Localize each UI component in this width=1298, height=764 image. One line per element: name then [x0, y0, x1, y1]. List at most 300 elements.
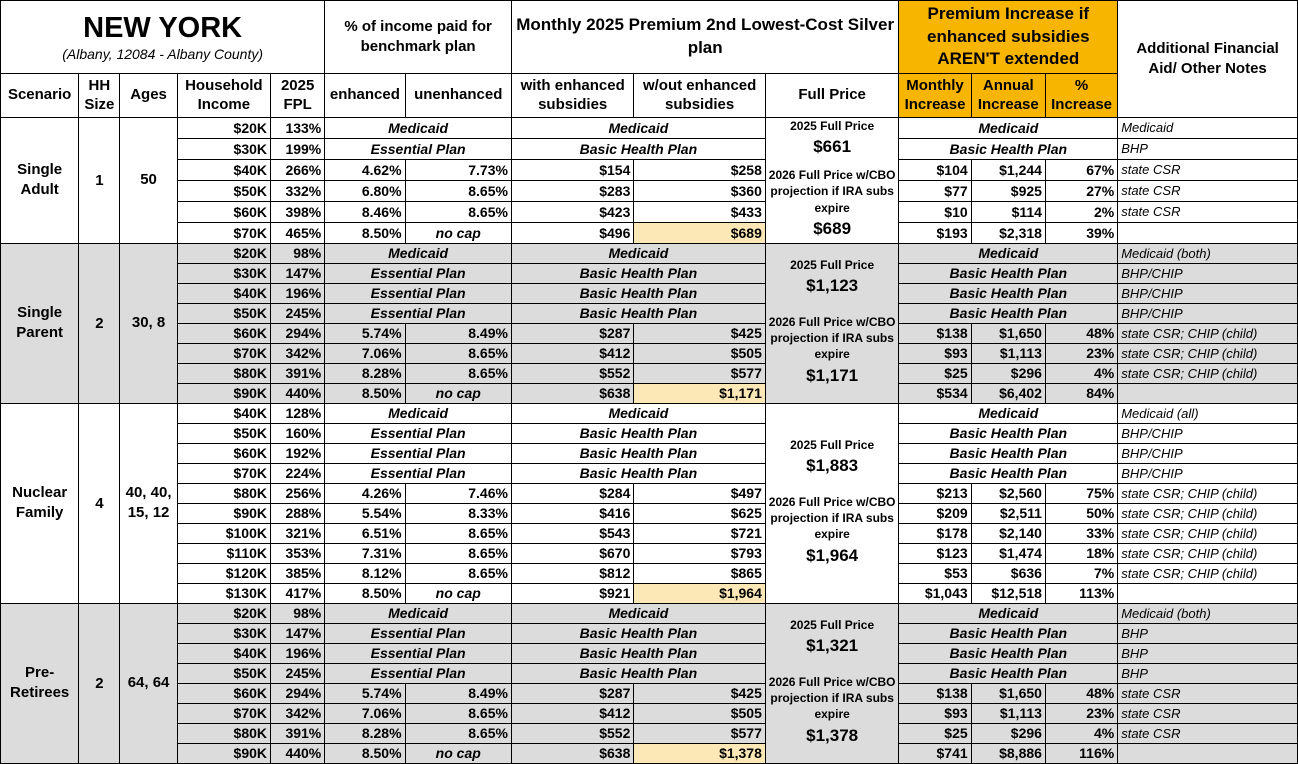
notes: state CSR [1118, 683, 1298, 703]
pct-increase: 84% [1045, 383, 1117, 403]
unenhanced-pct: 8.65% [405, 363, 511, 383]
monthly-increase: $534 [899, 383, 971, 403]
monthly-increase: $93 [899, 703, 971, 723]
household-income: $80K [177, 483, 270, 503]
fpl-percent: 224% [271, 463, 325, 483]
table-row [1, 703, 1298, 723]
table-title-cell [1, 1, 325, 74]
full-price-cell [765, 118, 899, 244]
premium-without-subsidies: $689 [634, 222, 766, 243]
program-label: Medicaid [511, 603, 765, 623]
table-row [1, 663, 1298, 683]
full-price-2026-label: 2026 Full Price w/CBO projection if IRA subs expire [768, 168, 896, 215]
full-price-2025: $661 [813, 137, 852, 157]
premium-without-subsidies: $625 [634, 503, 766, 523]
household-income: $110K [177, 543, 270, 563]
table-row [1, 363, 1298, 383]
pct-increase: 27% [1045, 180, 1117, 201]
pct-increase: 48% [1045, 683, 1117, 703]
table-row [1, 423, 1298, 443]
notes: BHP [1118, 663, 1298, 683]
program-label: Basic Health Plan [511, 443, 765, 463]
annual-increase: $2,560 [971, 483, 1045, 503]
premium-without-subsidies: $577 [634, 363, 766, 383]
notes: state CSR; CHIP (child) [1118, 363, 1298, 383]
premium-without-subsidies: $497 [634, 483, 766, 503]
table-row [1, 623, 1298, 643]
full-price-cell [765, 243, 899, 403]
premium-with-subsidies: $552 [511, 363, 633, 383]
annual-increase: $296 [971, 363, 1045, 383]
fpl-percent: 342% [271, 703, 325, 723]
monthly-increase: $53 [899, 563, 971, 583]
premium-with-subsidies: $412 [511, 343, 633, 363]
monthly-increase: $213 [899, 483, 971, 503]
enhanced-pct: 7.31% [325, 543, 405, 563]
table-row [1, 159, 1298, 180]
pct-increase: 39% [1045, 222, 1117, 243]
annual-increase: $114 [971, 201, 1045, 222]
table-row [1, 222, 1298, 243]
unenhanced-pct: no cap [405, 383, 511, 403]
full-price-2026-label: 2026 Full Price w/CBO projection if IRA subs expire [768, 314, 896, 362]
fpl-percent: 147% [271, 263, 325, 283]
table-row [1, 443, 1298, 463]
hh-size: 4 [79, 403, 120, 603]
pct-increase: 18% [1045, 543, 1117, 563]
pct-increase: 67% [1045, 159, 1117, 180]
enhanced-pct: 7.06% [325, 343, 405, 363]
household-income: $40K [177, 159, 270, 180]
notes: state CSR; CHIP (child) [1118, 503, 1298, 523]
enhanced-pct: 8.12% [325, 563, 405, 583]
enhanced-pct: 8.50% [325, 222, 405, 243]
notes: Medicaid [1118, 118, 1298, 139]
spacer [768, 480, 897, 494]
fpl-percent: 440% [271, 743, 325, 763]
col-with-subsidies: with enhanced subsidies [511, 74, 633, 118]
scenario-name: Pre-Retirees [1, 603, 79, 763]
enhanced-pct: 8.28% [325, 723, 405, 743]
increase-program-label: Basic Health Plan [899, 263, 1118, 283]
household-income: $80K [177, 723, 270, 743]
annual-increase: $1,244 [971, 159, 1045, 180]
ages: 50 [120, 118, 177, 244]
unenhanced-pct: 8.65% [405, 523, 511, 543]
unenhanced-pct: 8.33% [405, 503, 511, 523]
household-income: $100K [177, 523, 270, 543]
program-label: Basic Health Plan [511, 463, 765, 483]
program-label: Essential Plan [325, 263, 512, 283]
program-label: Medicaid [325, 118, 512, 139]
program-label: Basic Health Plan [511, 138, 765, 159]
household-income: $20K [177, 118, 270, 139]
table-row [1, 118, 1298, 139]
table-row [1, 523, 1298, 543]
full-price-2025-label: 2025 Full Price [790, 437, 875, 452]
col-without-subsidies: w/out enhanced subsidies [634, 74, 766, 118]
pct-increase: 75% [1045, 483, 1117, 503]
hh-size: 2 [79, 243, 120, 403]
annual-increase: $925 [971, 180, 1045, 201]
pct-increase: 113% [1045, 583, 1117, 603]
premium-with-subsidies: $412 [511, 703, 633, 723]
household-income: $50K [177, 423, 270, 443]
monthly-increase: $104 [899, 159, 971, 180]
household-income: $40K [177, 283, 270, 303]
location-subtitle: (Albany, 12084 - Albany County) [62, 45, 264, 62]
table-row [1, 603, 1298, 623]
unenhanced-pct: no cap [405, 743, 511, 763]
table-row [1, 543, 1298, 563]
col-scenario: Scenario [1, 74, 79, 118]
unenhanced-pct: 8.65% [405, 563, 511, 583]
full-price-2026: $689 [813, 218, 852, 238]
household-income: $120K [177, 563, 270, 583]
notes: state CSR; CHIP (child) [1118, 523, 1298, 543]
table-row [1, 383, 1298, 403]
table-row [1, 138, 1298, 159]
fpl-percent: 192% [271, 443, 325, 463]
program-label: Basic Health Plan [511, 283, 765, 303]
full-price-2026-label: 2026 Full Price w/CBO projection if IRA subs expire [768, 674, 896, 722]
premium-without-subsidies: $1,171 [634, 383, 766, 403]
household-income: $30K [177, 623, 270, 643]
enhanced-pct: 8.50% [325, 383, 405, 403]
monthly-increase: $25 [899, 363, 971, 383]
fpl-percent: 391% [271, 363, 325, 383]
pct-increase: 23% [1045, 343, 1117, 363]
enhanced-pct: 5.54% [325, 503, 405, 523]
program-label: Essential Plan [325, 623, 512, 643]
household-income: $130K [177, 583, 270, 603]
fpl-percent: 294% [271, 683, 325, 703]
increase-program-label: Medicaid [899, 118, 1118, 139]
program-label: Basic Health Plan [511, 643, 765, 663]
household-income: $50K [177, 663, 270, 683]
program-label: Essential Plan [325, 463, 512, 483]
hh-size: 1 [79, 118, 120, 244]
state-title: NEW YORK [83, 11, 243, 44]
program-label: Basic Health Plan [511, 623, 765, 643]
pct-increase: 33% [1045, 523, 1117, 543]
col-hh-size: HH Size [79, 74, 120, 118]
col-unenhanced: unenhanced [405, 74, 511, 118]
fpl-percent: 196% [271, 283, 325, 303]
unenhanced-pct: 8.65% [405, 180, 511, 201]
household-income: $60K [177, 201, 270, 222]
notes [1118, 743, 1298, 763]
fpl-percent: 147% [271, 623, 325, 643]
fpl-percent: 98% [271, 603, 325, 623]
program-label: Basic Health Plan [511, 423, 765, 443]
enhanced-pct: 4.62% [325, 159, 405, 180]
increase-program-label: Basic Health Plan [899, 443, 1118, 463]
scenario-name: Nuclear Family [1, 403, 79, 603]
table-body [1, 118, 1298, 764]
household-income: $70K [177, 343, 270, 363]
enhanced-pct: 7.06% [325, 703, 405, 723]
monthly-increase: $1,043 [899, 583, 971, 603]
annual-increase: $296 [971, 723, 1045, 743]
pct-income-header: % of income paid for benchmark plan [325, 1, 512, 74]
premium-without-subsidies: $433 [634, 201, 766, 222]
annual-increase: $6,402 [971, 383, 1045, 403]
premium-without-subsidies: $1,378 [634, 743, 766, 763]
notes: state CSR; CHIP (child) [1118, 483, 1298, 503]
household-income: $60K [177, 443, 270, 463]
enhanced-pct: 8.50% [325, 583, 405, 603]
household-income: $40K [177, 403, 270, 423]
table-row [1, 743, 1298, 763]
premium-with-subsidies: $670 [511, 543, 633, 563]
premium-without-subsidies: $258 [634, 159, 766, 180]
table-row [1, 243, 1298, 263]
program-label: Basic Health Plan [511, 263, 765, 283]
monthly-increase: $77 [899, 180, 971, 201]
notes: state CSR [1118, 723, 1298, 743]
scenario-name: Single Adult [1, 118, 79, 244]
premium-with-subsidies: $552 [511, 723, 633, 743]
table-row [1, 323, 1298, 343]
household-income: $30K [177, 138, 270, 159]
notes: BHP [1118, 138, 1298, 159]
premium-with-subsidies: $154 [511, 159, 633, 180]
col-fpl: 2025 FPL [271, 74, 325, 118]
monthly-increase: $10 [899, 201, 971, 222]
monthly-increase: $123 [899, 543, 971, 563]
annual-increase: $12,518 [971, 583, 1045, 603]
enhanced-pct: 8.46% [325, 201, 405, 222]
premium-with-subsidies: $921 [511, 583, 633, 603]
increase-program-label: Basic Health Plan [899, 623, 1118, 643]
pct-increase: 2% [1045, 201, 1117, 222]
fpl-percent: 245% [271, 303, 325, 323]
fpl-percent: 133% [271, 118, 325, 139]
col-annual-increase: Annual Increase [971, 74, 1045, 118]
notes: BHP/CHIP [1118, 423, 1298, 443]
premium-without-subsidies: $505 [634, 703, 766, 723]
program-label: Medicaid [511, 243, 765, 263]
table-row [1, 403, 1298, 423]
fpl-percent: 199% [271, 138, 325, 159]
monthly-increase: $209 [899, 503, 971, 523]
unenhanced-pct: no cap [405, 222, 511, 243]
premium-without-subsidies: $425 [634, 323, 766, 343]
annual-increase: $1,650 [971, 683, 1045, 703]
program-label: Medicaid [325, 403, 512, 423]
increase-program-label: Basic Health Plan [899, 463, 1118, 483]
premium-without-subsidies: $577 [634, 723, 766, 743]
notes: state CSR [1118, 159, 1298, 180]
household-income: $90K [177, 743, 270, 763]
notes: state CSR [1118, 703, 1298, 723]
premium-without-subsidies: $505 [634, 343, 766, 363]
premium-increase-header: Premium Increase if enhanced subsidies AREN'T extended [899, 1, 1118, 74]
premium-with-subsidies: $423 [511, 201, 633, 222]
monthly-increase: $138 [899, 683, 971, 703]
premium-without-subsidies: $793 [634, 543, 766, 563]
notes [1118, 222, 1298, 243]
pct-increase: 7% [1045, 563, 1117, 583]
full-price-2025-label: 2025 Full Price [790, 617, 875, 632]
table-row [1, 683, 1298, 703]
notes: BHP/CHIP [1118, 283, 1298, 303]
premium-with-subsidies: $638 [511, 383, 633, 403]
annual-increase: $1,650 [971, 323, 1045, 343]
fpl-percent: 128% [271, 403, 325, 423]
notes: Medicaid (both) [1118, 243, 1298, 263]
household-income: $60K [177, 683, 270, 703]
monthly-increase: $138 [899, 323, 971, 343]
fpl-percent: 342% [271, 343, 325, 363]
unenhanced-pct: no cap [405, 583, 511, 603]
household-income: $80K [177, 363, 270, 383]
annual-increase: $1,474 [971, 543, 1045, 563]
household-income: $30K [177, 263, 270, 283]
scenario-name: Single Parent [1, 243, 79, 403]
program-label: Essential Plan [325, 443, 512, 463]
household-income: $20K [177, 603, 270, 623]
increase-program-label: Basic Health Plan [899, 303, 1118, 323]
program-label: Essential Plan [325, 423, 512, 443]
full-price-2026-label: 2026 Full Price w/CBO projection if IRA subs expire [768, 494, 896, 542]
ages: 64, 64 [120, 603, 177, 763]
table-row [1, 283, 1298, 303]
unenhanced-pct: 7.46% [405, 483, 511, 503]
full-price-2025: $1,321 [806, 636, 859, 655]
table-row [1, 180, 1298, 201]
notes: state CSR; CHIP (child) [1118, 323, 1298, 343]
premium-with-subsidies: $287 [511, 323, 633, 343]
fpl-percent: 196% [271, 643, 325, 663]
pct-increase: 4% [1045, 363, 1117, 383]
fpl-percent: 160% [271, 423, 325, 443]
full-price-2025-label: 2025 Full Price [790, 119, 875, 133]
enhanced-pct: 5.74% [325, 683, 405, 703]
enhanced-pct: 8.28% [325, 363, 405, 383]
fpl-percent: 465% [271, 222, 325, 243]
table-row [1, 343, 1298, 363]
notes: state CSR; CHIP (child) [1118, 343, 1298, 363]
fpl-percent: 266% [271, 159, 325, 180]
ages: 30, 8 [120, 243, 177, 403]
household-income: $70K [177, 703, 270, 723]
fpl-percent: 256% [271, 483, 325, 503]
program-label: Medicaid [325, 603, 512, 623]
fpl-percent: 294% [271, 323, 325, 343]
household-income: $40K [177, 643, 270, 663]
fpl-percent: 417% [271, 583, 325, 603]
annual-increase: $2,318 [971, 222, 1045, 243]
fpl-percent: 353% [271, 543, 325, 563]
increase-program-label: Medicaid [899, 243, 1118, 263]
annual-increase: $1,113 [971, 343, 1045, 363]
unenhanced-pct: 7.73% [405, 159, 511, 180]
premium-without-subsidies: $360 [634, 180, 766, 201]
household-income: $90K [177, 503, 270, 523]
notes: Medicaid (all) [1118, 403, 1298, 423]
notes: state CSR [1118, 180, 1298, 201]
annual-increase: $2,511 [971, 503, 1045, 523]
premium-with-subsidies: $638 [511, 743, 633, 763]
full-price-2026: $1,171 [806, 365, 859, 385]
program-label: Medicaid [325, 243, 512, 263]
premium-with-subsidies: $283 [511, 180, 633, 201]
program-label: Essential Plan [325, 138, 512, 159]
fpl-percent: 288% [271, 503, 325, 523]
annual-increase: $2,140 [971, 523, 1045, 543]
annual-increase: $1,113 [971, 703, 1045, 723]
household-income: $50K [177, 303, 270, 323]
fpl-percent: 332% [271, 180, 325, 201]
enhanced-pct: 8.50% [325, 743, 405, 763]
annual-increase: $8,886 [971, 743, 1045, 763]
full-price-cell [765, 603, 899, 763]
premium-with-subsidies: $287 [511, 683, 633, 703]
col-income: Household Income [177, 74, 270, 118]
table-row [1, 263, 1298, 283]
unenhanced-pct: 8.65% [405, 723, 511, 743]
program-label: Medicaid [511, 403, 765, 423]
table-row [1, 463, 1298, 483]
premium-with-subsidies: $416 [511, 503, 633, 523]
program-label: Medicaid [511, 118, 765, 139]
household-income: $90K [177, 383, 270, 403]
full-price-2026: $1,964 [806, 545, 859, 565]
fpl-percent: 385% [271, 563, 325, 583]
notes: BHP/CHIP [1118, 463, 1298, 483]
program-label: Essential Plan [325, 303, 512, 323]
notes [1118, 583, 1298, 603]
monthly-increase: $178 [899, 523, 971, 543]
household-income: $60K [177, 323, 270, 343]
notes-header: Additional Financial Aid/ Other Notes [1118, 1, 1298, 118]
unenhanced-pct: 8.65% [405, 201, 511, 222]
table-row [1, 303, 1298, 323]
program-label: Essential Plan [325, 663, 512, 683]
notes: BHP [1118, 623, 1298, 643]
household-income: $70K [177, 222, 270, 243]
enhanced-pct: 6.51% [325, 523, 405, 543]
notes: Medicaid (both) [1118, 603, 1298, 623]
monthly-increase: $25 [899, 723, 971, 743]
notes: BHP/CHIP [1118, 263, 1298, 283]
premium-without-subsidies: $721 [634, 523, 766, 543]
monthly-increase: $741 [899, 743, 971, 763]
fpl-percent: 440% [271, 383, 325, 403]
fpl-percent: 245% [271, 663, 325, 683]
increase-program-label: Basic Health Plan [899, 643, 1118, 663]
program-label: Basic Health Plan [511, 303, 765, 323]
unenhanced-pct: 8.49% [405, 323, 511, 343]
enhanced-pct: 5.74% [325, 323, 405, 343]
pct-increase: 50% [1045, 503, 1117, 523]
notes: BHP/CHIP [1118, 303, 1298, 323]
unenhanced-pct: 8.65% [405, 543, 511, 563]
pct-increase: 23% [1045, 703, 1117, 723]
full-price-2025-label: 2025 Full Price [790, 257, 875, 272]
premium-with-subsidies: $284 [511, 483, 633, 503]
pct-increase: 48% [1045, 323, 1117, 343]
enhanced-pct: 4.26% [325, 483, 405, 503]
notes: BHP [1118, 643, 1298, 663]
fpl-percent: 321% [271, 523, 325, 543]
program-label: Essential Plan [325, 643, 512, 663]
col-enhanced: enhanced [325, 74, 405, 118]
premium-without-subsidies: $1,964 [634, 583, 766, 603]
unenhanced-pct: 8.49% [405, 683, 511, 703]
